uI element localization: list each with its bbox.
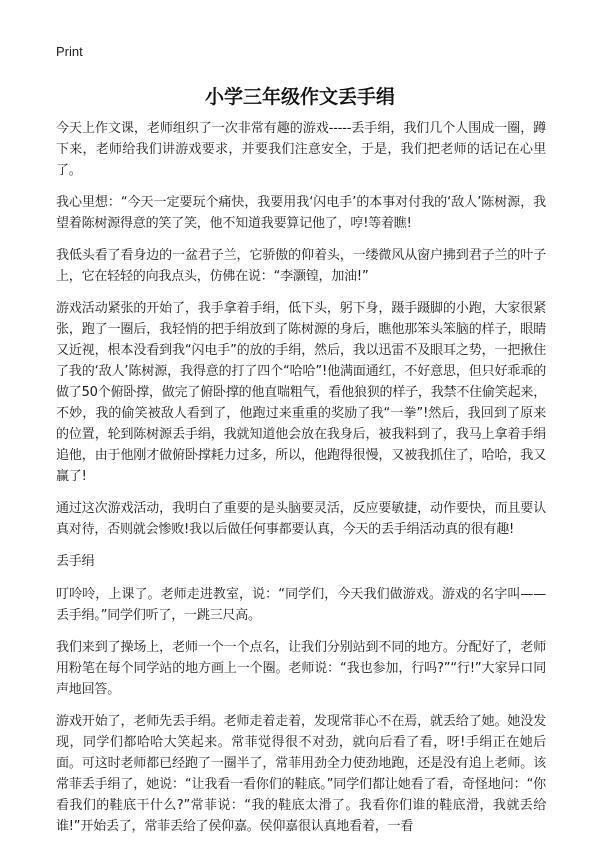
paragraph: 叮呤呤，上课了。老师走进教室，说：“同学们，今天我们做游戏。游戏的名字叫——丢手绢。”同学们听了，一跳三尺高。 bbox=[56, 587, 546, 623]
paragraph: 游戏活动紧张的开始了，我手拿着手绢，低下头，躬下身，蹑手蹑脚的小跑，大家很紧张，跑了一圈后，我轻悄的把手绢放到了陈树源的身后，瞧他那笨头笨脑的样子，眼睛又近视，根本没看到我“闪电手”的放的手绢，然后，我以迅雷不及眼耳之势，一把揪住了我的‘敌人’陈树源，我得意的打了四个“哈哈”!他满面通红，不好意思，但只好乖乖的做了50个俯卧撑，做完了俯卧撑的他直喘粗气，看他狼狈的样子，我禁不住偷笑起来，不妙，我的偷笑被敌人看到了，他跑过来重重的奖励了我“一拳”!然后，我回到了原来的位置，轮到陈树源丢手绢，我就知道他会放在我身后，被我料到了，我马上拿着手绢追他，由于他刚才做俯卧撑耗力过多，所以，他跑得很慢，又被我抓住了，哈哈，我又赢了! bbox=[56, 301, 546, 484]
paragraph: 通过这次游戏活动，我明白了重要的是头脑要灵活，反应要敏捷，动作要快，而且要认真对待，否则就会惨败!我以后做任何事都要认真，今天的丢手绢活动真的很有趣! bbox=[56, 501, 546, 537]
page-title: 小学三年级作文丢手绢 bbox=[204, 86, 395, 108]
paragraph: 我们来到了操场上，老师一个一个点名，让我们分别站到不同的地方。分配好了，老师用粉笔在每个同学站的地方画上一个圈。老师说：“我也参加，行吗?”“行!”大家异口同声地回答。 bbox=[56, 640, 546, 697]
article-body bbox=[56, 118, 546, 848]
paragraph: 我心里想：“今天一定要玩个痛快，我要用我‘闪电手’的本事对付我的‘敌人’陈树源，我望着陈树源得意的笑了笑，他不知道我要算记他了，哼!等着瞧! bbox=[56, 195, 546, 231]
print-label: Print bbox=[56, 44, 83, 59]
section-subtitle: 丢手绢 bbox=[56, 554, 95, 569]
paragraph: 我低头看了看身边的一盆君子兰，它骄傲的仰着头，一缕微风从窗户拂到君子兰的叶子上，它在轻轻的向我点头，仿佛在说：“李灏锽，加油!” bbox=[56, 248, 546, 284]
paragraph: 今天上作文课，老师组织了一次非常有趣的游戏-----丢手绢，我们几个人围成一圈，蹲下来，老师给我们讲游戏要求，并要我们注意安全，于是，我们把老师的话记在心里了。 bbox=[56, 121, 546, 178]
paragraph: 游戏开始了，老师先丢手绢。老师走着走着，发现常菲心不在焉，就丢给了她。她没发现，同学们都哈哈大笑起来。常菲觉得很不对劲，就向后看了看，呀!手绢正在她后面。可这时老师都已经跑了一圈半了，常菲用劲全力使劲地跑，还是没有追上老师。该常菲丢手绢了，她说：“让我看一看你们的鞋底。”同学们都让她看了看，奇怪地问：“你看我们的鞋底干什么?”常菲说：“我的鞋底太滑了。我看你们谁的鞋底滑，我就丢给谁!”开始丢了，常菲丢给了侯仰嘉。侯仰嘉很认真地看着，一看 bbox=[56, 714, 546, 834]
